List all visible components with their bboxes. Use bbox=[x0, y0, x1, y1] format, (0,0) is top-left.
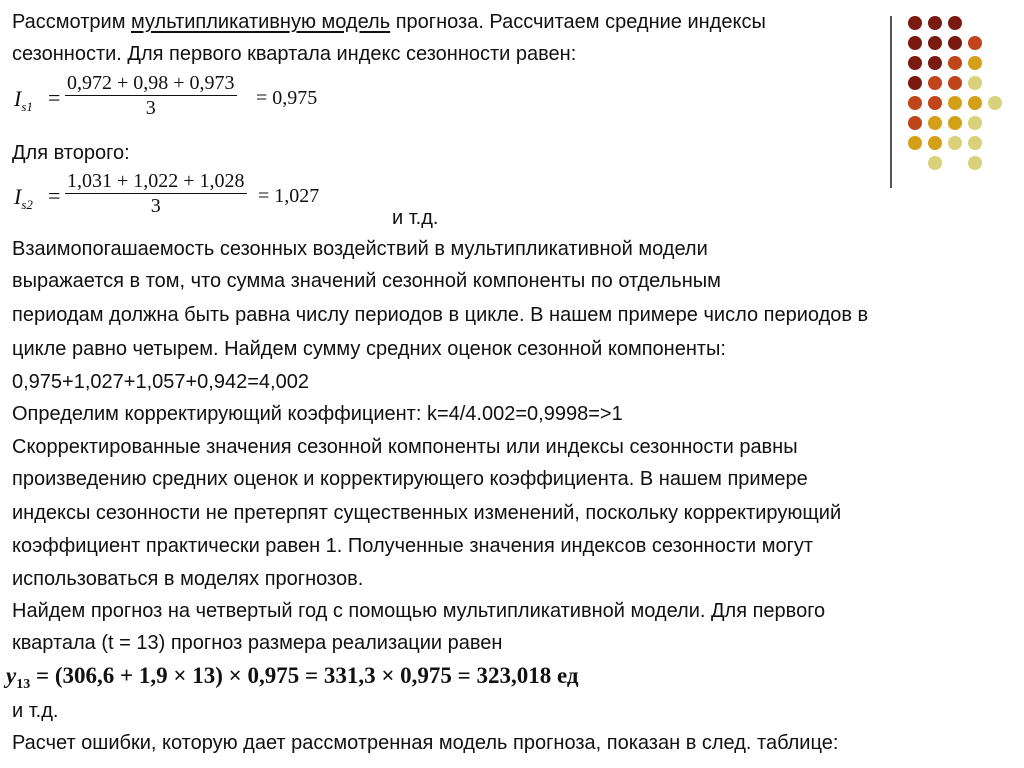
decorative-dot bbox=[928, 36, 942, 50]
decorative-dot bbox=[988, 96, 1002, 110]
decorative-dot bbox=[968, 36, 982, 50]
formula-seasonal-index-1 bbox=[10, 72, 330, 128]
intro-text-pre: Рассмотрим bbox=[12, 11, 131, 33]
body-line-6: Определим корректирующий коэффициент: k=4/4.002=0,9998=>1 bbox=[12, 403, 623, 425]
formula1-fraction bbox=[65, 72, 237, 119]
formula2-symbol: $I_{s2}$ bbox=[14, 184, 33, 212]
formula2-numerator: 1,031 + 1,022 + 1,028 bbox=[67, 170, 245, 192]
etc-label-2: и т.д. bbox=[12, 700, 59, 722]
body-line-1: Взаимопогашаемость сезонных воздействий в мультипликативной модели bbox=[12, 238, 708, 260]
intro-line-2: сезонности. Для первого квартала индекс сезонности равен: bbox=[12, 43, 577, 65]
formula3-subscript: 13 bbox=[16, 677, 31, 692]
formula2-fraction bbox=[65, 170, 247, 217]
decorative-dot bbox=[968, 96, 982, 110]
body-line-12: Найдем прогноз на четвертый год с помощью мультипликативной модели. Для первого bbox=[12, 600, 826, 622]
formula2-equals: = bbox=[48, 183, 61, 208]
decorative-dot bbox=[908, 16, 922, 30]
decorative-dot bbox=[908, 36, 922, 50]
formula3-symbol: y bbox=[6, 663, 17, 688]
body-line-10: коэффициент практически равен 1. Полученные значения индексов сезонности могут bbox=[12, 535, 814, 557]
formula2-denominator: 3 bbox=[150, 195, 161, 217]
body-line-7: Скорректированные значения сезонной компоненты или индексы сезонности равны bbox=[12, 436, 798, 458]
body-line-5: 0,975+1,027+1,057+0,942=4,002 bbox=[12, 371, 309, 393]
closing-line: Расчет ошибки, которую дает рассмотренная модель прогноза, показан в след. таблице: bbox=[12, 732, 839, 754]
decorative-dot bbox=[928, 116, 942, 130]
formula1-symbol: $I_{s1}$ bbox=[14, 86, 33, 114]
decorative-dot bbox=[948, 116, 962, 130]
decorative-dot bbox=[928, 76, 942, 90]
decorative-dot bbox=[928, 96, 942, 110]
decorative-dot bbox=[928, 136, 942, 150]
decorative-dot bbox=[968, 136, 982, 150]
decorative-dot bbox=[928, 156, 942, 170]
second-quarter-label: Для второго: bbox=[12, 142, 130, 164]
decorative-dot bbox=[908, 56, 922, 70]
formula1-denominator: 3 bbox=[145, 97, 156, 119]
decorative-vertical-rule bbox=[890, 16, 892, 188]
body-line-3: периодам должна быть равна числу периодов в цикле. В нашем примере число периодов в bbox=[12, 304, 869, 326]
body-line-13: квартала (t = 13) прогноз размера реализации равен bbox=[12, 632, 503, 654]
decorative-dot bbox=[968, 76, 982, 90]
body-line-11: использоваться в моделях прогнозов. bbox=[12, 568, 364, 590]
intro-text-post: прогноза. Рассчитаем средние индексы bbox=[390, 11, 766, 33]
decorative-dot bbox=[968, 156, 982, 170]
decorative-dot bbox=[908, 96, 922, 110]
formula1-numerator: 0,972 + 0,98 + 0,973 bbox=[67, 72, 235, 94]
decorative-dot bbox=[948, 36, 962, 50]
body-line-9: индексы сезонности не претерпят существенных изменений, поскольку корректирующий bbox=[12, 502, 842, 524]
decorative-dot bbox=[948, 56, 962, 70]
decorative-dot bbox=[908, 136, 922, 150]
decorative-dot bbox=[928, 16, 942, 30]
decorative-dot bbox=[948, 136, 962, 150]
formula1-equals: = bbox=[48, 85, 61, 110]
decorative-dot bbox=[948, 76, 962, 90]
etc-label-1: и т.д. bbox=[392, 207, 439, 229]
decorative-dot bbox=[948, 96, 962, 110]
decorative-dot bbox=[928, 56, 942, 70]
decorative-dot bbox=[968, 116, 982, 130]
formula-seasonal-index-2 bbox=[10, 168, 340, 224]
formula2-result: = 1,027 bbox=[258, 185, 320, 207]
intro-line-1 bbox=[12, 10, 766, 34]
decorative-dot bbox=[908, 76, 922, 90]
body-line-2: выражается в том, что сумма значений сезонной компоненты по отдельным bbox=[12, 270, 721, 292]
decorative-dot-grid bbox=[906, 14, 1016, 174]
body-line-4: цикле равно четырем. Найдем сумму средних оценок сезонной компоненты: bbox=[12, 338, 726, 360]
decorative-dot bbox=[908, 116, 922, 130]
formula-forecast-q1 bbox=[6, 663, 579, 693]
intro-underlined-term: мультипликативную модель bbox=[131, 11, 391, 33]
decorative-dot bbox=[948, 16, 962, 30]
formula1-result: = 0,975 bbox=[256, 87, 318, 109]
body-line-8: произведению средних оценок и корректирующего коэффициента. В нашем примере bbox=[12, 468, 808, 490]
decorative-dot bbox=[968, 56, 982, 70]
formula3-expression: = (306,6 + 1,9 × 13) × 0,975 = 331,3 × 0,975 = 323,018 ед bbox=[35, 663, 579, 688]
